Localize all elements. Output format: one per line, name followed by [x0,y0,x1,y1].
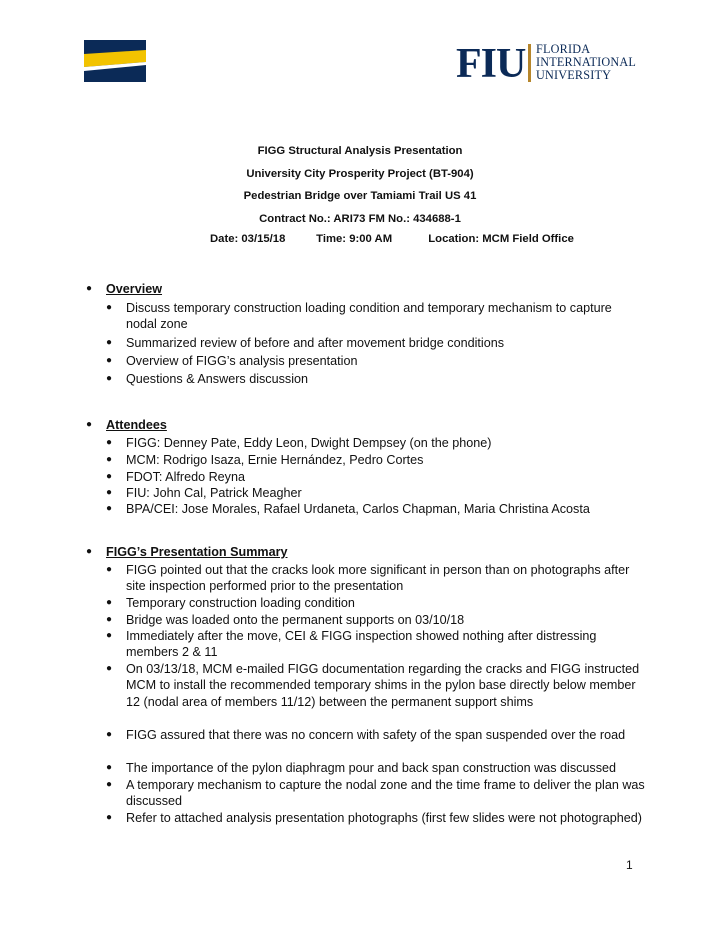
fiu-name-line-3: UNIVERSITY [536,68,612,82]
header-title: FIGG Structural Analysis Presentation [257,145,463,157]
bullet-icon: ● [106,337,113,348]
bullet-icon: ● [86,546,93,557]
fiu-name [536,43,636,82]
bullet-icon: ● [106,663,113,674]
list-item: FIGG: Denney Pate, Eddy Leon, Dwight Dempsey (on the phone) [126,436,492,450]
list-item: Immediately after the move, CEI & FIGG inspection showed nothing after distressing members 2 & 11 [126,629,597,660]
header-contract: Contract No.: ARI73 FM No.: 434688-1 [259,212,461,225]
bullet-icon: ● [106,373,113,384]
section-heading: Overview [106,282,163,296]
bullet-icon: ● [106,471,113,482]
fiu-divider [528,44,531,82]
fiu-name-line-1: FLORIDA [536,42,591,56]
header-project: University City Prosperity Project (BT-904) [246,167,474,180]
fiu-letters: FIU [456,41,526,87]
list-item: Bridge was loaded onto the permanent supports on 03/10/18 [126,613,465,627]
list-item: BPA/CEI: Jose Morales, Rafael Urdaneta, Carlos Chapman, Maria Christina Acosta [126,502,590,516]
section-heading: Attendees [106,418,167,432]
list-item: FDOT: Alfredo Reyna [126,470,245,484]
list-item: FIGG assured that there was no concern with safety of the span suspended over the road [126,728,626,742]
list-item: Summarized review of before and after movement bridge conditions [126,336,505,350]
list-item: Overview of FIGG’s analysis presentation [126,354,358,368]
list-item: The importance of the pylon diaphragm pour and back span construction was discussed [126,761,617,775]
bullet-icon: ● [106,437,113,448]
bullet-icon: ● [106,812,113,823]
header-location: Location: MCM Field Office [428,233,574,245]
fiu-name-line-2: INTERNATIONAL [536,55,637,69]
bullet-icon: ● [106,302,113,313]
bullet-icon: ● [106,355,113,366]
bullet-icon: ● [106,729,113,740]
header-time: Time: 9:00 AM [316,233,393,245]
header-date: Date: 03/15/18 [210,233,286,245]
bullet-icon: ● [106,487,113,498]
bullet-icon: ● [106,614,113,625]
list-item: MCM: Rodrigo Isaza, Ernie Hernández, Pedro Cortes [126,453,424,467]
fiu-logo [456,41,646,87]
list-item: Temporary construction loading condition [126,596,355,610]
bullet-icon: ● [106,454,113,465]
bullet-icon: ● [86,419,93,430]
meeting-header [0,143,720,245]
header-date-line [210,233,574,245]
list-item: Refer to attached analysis presentation photographs (first few slides were not photographed) [126,811,642,825]
bullet-icon: ● [106,503,113,514]
bullet-icon: ● [106,779,113,790]
page-number: 1 [626,858,633,872]
section-heading: FIGG’s Presentation Summary [106,545,288,559]
list-item: On 03/13/18, MCM e-mailed FIGG documentation regarding the cracks and FIGG instructed MCM to install the recommended temporary shims in the pylon base directly below member 12 (nodal area of members 11/12) between the permanent support shims [126,662,640,709]
list-item: Discuss temporary construction loading condition and temporary mechanism to capture nodal zone [126,301,612,332]
bullet-icon: ● [86,283,93,294]
list-item: Questions & Answers discussion [126,372,308,386]
list-item: A temporary mechanism to capture the nodal zone and the time frame to deliver the plan was discussed [126,778,645,809]
bullet-icon: ● [106,564,113,575]
list-item: FIGG pointed out that the cracks look more significant in person than on photographs after site inspection performed prior to the presentation [126,563,630,594]
bullet-icon: ● [106,630,113,641]
bullet-icon: ● [106,762,113,773]
list-item: FIU: John Cal, Patrick Meagher [126,486,302,500]
organization-logo [84,40,146,82]
header-bridge: Pedestrian Bridge over Tamiami Trail US 41 [243,190,477,202]
bullet-icon: ● [106,597,113,608]
